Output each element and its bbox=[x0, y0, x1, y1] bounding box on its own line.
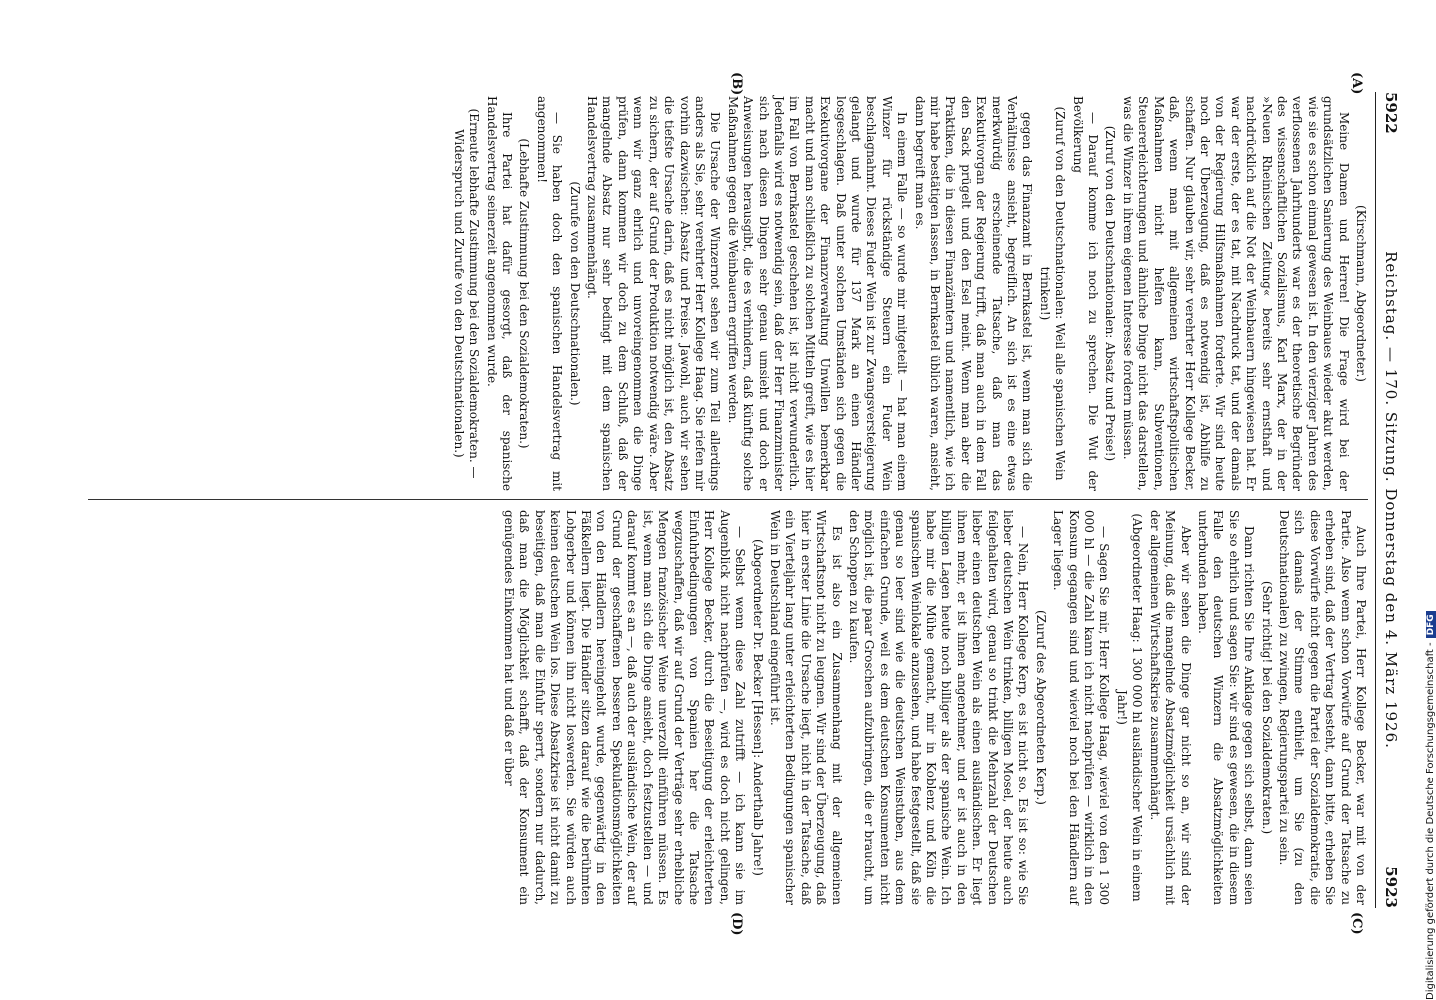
margin-mark-a: (A) bbox=[1349, 72, 1364, 95]
interjection: (Abgeordneter Haag: 1 300 000 hl ausländischer Wein in einem Jahr!) bbox=[1114, 513, 1145, 902]
interjection: (Erneute lebhafte Zustimmung bei den Sozialdemokraten. — Widerspruch und Zurufe von den Deutschnationalen.) bbox=[451, 108, 482, 479]
paragraph: — Darauf komme ich noch zu sprechen. Die Wut der Bevölkerung bbox=[1070, 96, 1101, 491]
interjection: (Zuruf von den Deutschnationalen: Absatz und Preise!) bbox=[1103, 125, 1118, 462]
paragraph: — Sagen Sie mir, Herr Kollege Haag, wieviel von den 1 300 000 hl — die Zahl kann ich nicht nachprüfen — wirklich in den Konsum gegangen sind und wieviel noch bei den Händlern auf Lager liegen. bbox=[1051, 510, 1112, 905]
page-number-right: 5923 bbox=[1382, 866, 1400, 908]
paragraph: gegen das Finanzamt in Bernkastel ist, wenn man sich die Verhältnisse ansieht, begreiflich. An sich ist es eine etwas merkwürdig erscheinende Tatsache, daß man das Exekutivorgan der Regierung trifft, daß man auch in dem Fall den Sack prügelt und den Esel meint. Wenn man aber die Praktiken, die in diesen Finanzämtern und namentlich, wie ich mir habe bestätigen lassen, in Bernkastel üblich waren, ansieht, dann begreift man es. bbox=[912, 96, 1035, 491]
interjection: (Abgeordneter Dr. Becker [Hessen]: Anderthalb Jahre!) bbox=[750, 539, 765, 876]
interjection: (Zurufe von den Deutschnationalen.) bbox=[567, 181, 582, 406]
digitization-footer bbox=[1425, 611, 1436, 1000]
paragraph: — Nein, Herr Kollege Kerp, es ist nicht so. Es ist so: wie Sie lieber deutschen Wein trinken, billigen Mosel, der heute auch feilgehalten wird, genau so trinkt die Mehrzahl der Deutschen lieber einen deutschen Wein als einen ausländischen. Er liegt ihnen mehr, er ist ihnen angenehmer, und er ist auch in den billigen Lagen heute noch billiger als der spanische Wein. Ich habe mir die Mühe gemacht, mir in Koblenz und Köln die spanischen Weinlokale anzusehen, und habe festgestellt, daß sie genau so leer sind wie die deutschen Weinstuben, aus dem einfachen Grunde, weil es dem deutschen Konsumenten nicht möglich ist, die paar Groschen aufzubringen, die er braucht, um den Schoppen zu kaufen. bbox=[847, 510, 1031, 905]
interjection: (Zuruf des Abgeordneten Kerp.) bbox=[1033, 610, 1048, 805]
page-number-left: 5922 bbox=[1382, 92, 1400, 134]
header-rule bbox=[1375, 92, 1376, 908]
margin-mark-d: (D) bbox=[729, 912, 744, 936]
paragraph: Aber wir sehen die Dinge gar nicht so an, wir sind der Meinung, daß die mangelnde Absatzmöglichkeit ursächlich mit der allgemeinen Wirtschaftskrise zusammenhängt. bbox=[1147, 510, 1193, 905]
paragraph: Die Ursache der Winzernot sehen wir zum Teil allerdings anders als Sie, sehr verehrter Herr Kollege Haag. Sie riefen mir vorhin dazwischen: Absatz und Preise. Jawohl, auch wir sehen die tiefste Ursache darin, daß es nicht möglich ist, den Absatz zu sichern, der auf Grund der Produktion notwendig wäre. Aber wenn wir ganz ehrlich und unvoreingenommen die Dinge prüfen, dann kommen wir doch zu dem Schluß, daß der mangelnde Absatz nur sehr bedingt mit dem spanischen Handelsvertrag zusammenhängt. bbox=[585, 96, 723, 491]
interjection: (Sehr richtig! bei den Sozialdemokraten.) bbox=[1259, 580, 1274, 835]
paragraph: — Sie haben doch den spanischen Handelsvertrag mit angenommen! bbox=[534, 96, 565, 491]
speaker-line: (Kirschmann, Abgeordneter.) bbox=[1354, 205, 1368, 382]
paragraph: Es ist also ein Zusammenhang mit der allgemeinen Wirtschaftsnot nicht zu leugnen. Wir sind der Überzeugung, daß hier in erster Linie die Ursache liegt, nicht in der Tatsache, daß ein Vierteljahr lang unter erleichterten Bedingungen spanischer Wein in Deutschland eingeführt ist. bbox=[767, 510, 844, 905]
paragraph: In einem Falle — so wurde mir mitgeteilt — hat man einem Winzer für rückständige Steuern ein Fuder Wein beschlagnahmt. Dieses Fuder Wein ist zur Zwangsversteigerung gelangt und wurde für 137 Mark an einen Händler losgeschlagen. Daß unter solchen Umständen sich gegen die Exekutivorgane der Finanzverwaltung Unwillen bemerkbar macht und man schließlich zu solchen Mitteln greift, wie es hier im Fall von Bernkastel geschehen ist, ist nicht verwunderlich. Jedenfalls wird es notwendig sein, daß der Herr Finanzminister sich nach diesen Dingen sehr genau umsieht und doch er Anweisungen herausgibt, die es verhindern, daß künftig solche Maßnahmen gegen die Weinbauern ergriffen werden. bbox=[725, 96, 910, 491]
footer-text: Digitalisierung gefördert durch die Deutsche Forschungsgemeinschaft - bbox=[1425, 642, 1436, 1000]
margin-mark-c: (C) bbox=[1349, 912, 1364, 935]
paragraph: Auch Ihre Partei, Herr Kollege Becker, war mit von der Partie. Also wenn schon Vorwürfe auf Grund der Tatsache zu erheben sind, daß der Vertrag besteht, dann bitte, erheben Sie diese Vorwürfe nicht gegen die Partei der Sozialdemokratie, die sich damals der Stimme enthielt, um Sie (zu den Deutschnationalen) zu zwingen, Regierungspartei zu sein. bbox=[1276, 510, 1368, 905]
running-header: Reichstag. — 170. Sitzung. Donnerstag den 4. März 1926. bbox=[1382, 251, 1400, 749]
paragraph: — Selbst wenn diese Zahl zutrifft — ich kann sie im Augenblick nicht nachprüfen —, wird es doch nicht gelingen, Herr Kollege Becker, durch die Beseitigung der erleichterten Einfuhrbedingungen von Spanien her die Tatsache wegzuschaffen, daß wir auf Grund der Verträge sehr erhebliche Mengen französischer Weine unverzollt einführen müssen. Es ist, wenn man sich die Dinge ansieht, doch festzustellen — und darauf kommt es an —, daß auch der ausländische Wein, der auf Grund der geschaffenen besseren Spekulationsmöglichkeiten von den Händlern hereingeholt wurde, gegenwärtig in den Fäßkellern liegt. Die Händler sitzen darauf wie die berühmten Lohgerber und können ihn nicht loswerden. Sie würden auch keinen deutschen Wein los. Diese Absatzkrise ist nicht damit zu beseitigen, daß man die Einfuhr sperrt, sondern nur dadurch, daß man die Möglichkeit schafft, daß der Konsument ein genügendes Einkommen hat und daß er über bbox=[502, 510, 748, 905]
left-column bbox=[88, 96, 1368, 491]
column-rule bbox=[88, 499, 1368, 500]
dfg-logo: DFG bbox=[1426, 611, 1436, 638]
paragraph: Ihre Partei hat dafür gesorgt, daß der spanische Handelsvertrag seinerzeit angenommen wurde. bbox=[484, 96, 515, 491]
paragraph: Dann richten Sie Ihre Anklage gegen sich selbst, dann seien Sie so ehrlich und sagen Sie: wir sind es gewesen, die in diesem Falle den deutschen Winzern die Absatzmöglichkeiten unterbunden haben. bbox=[1195, 510, 1257, 905]
margin-mark-b: (B) bbox=[729, 72, 744, 96]
interjection: (Lebhafte Zustimmung bei den Sozialdemokraten.) bbox=[517, 138, 532, 449]
right-column bbox=[88, 510, 1368, 905]
interjection: (Zuruf von den Deutschnationalen: Weil alle spanischen Wein trinken!) bbox=[1037, 106, 1068, 481]
paragraph: Meine Damen und Herren! Die Frage wird bei der grundsätzlichen Sanierung des Weinbaues wieder akut werden, wie sie es schon einmal gewesen ist. In den vierziger Jahren des verflossenen Jahrhunderts war es der theoretische Begründer des wissenschaftlichen Sozialismus, Karl Marx, der in der »Neuen Rheinischen Zeitung« bereits sehr ernsthaft und nachdrücklich auf die Not der Weinbauern hingewiesen hat. Er war der erste, der es tat, mit Nachdruck tat, und der damals von der Regierung Hilfsmaßnahmen forderte. Wir sind heute noch der Überzeugung, daß es notwendig ist, Abhilfe zu schaffen. Nur glauben wir, sehr verehrter Herr Kollege Becker, daß, wenn man mit allgemeinen wirtschaftspolitischen Maßnahmen nicht helfen kann, Subventionen, Steuererleichterungen und ähnliche Dinge nicht das darstellen, was die Winzer in ihrem eigenen Interesse fordern müssen. bbox=[1120, 96, 1351, 491]
